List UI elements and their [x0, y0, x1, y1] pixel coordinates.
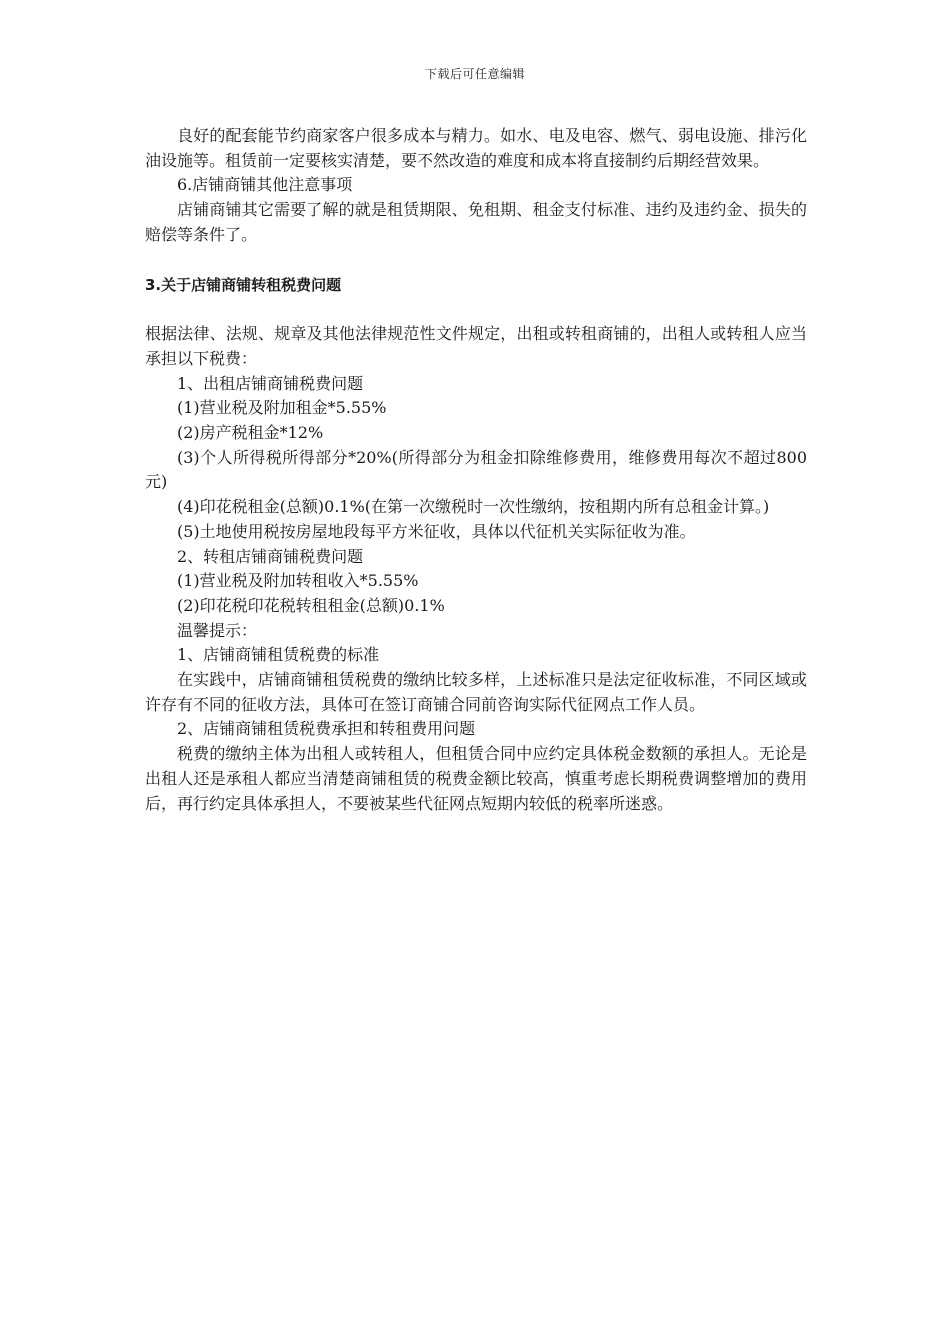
item-6-title: 6.店铺商铺其他注意事项: [177, 175, 353, 195]
document-body: [145, 124, 807, 816]
page-header: 下载后可任意编辑: [424, 67, 525, 81]
rent-tax-item: (1)营业税及附加租金*5.55%: [177, 398, 387, 418]
section-heading: 3.关于店铺商铺转租税费问题: [145, 275, 342, 294]
rent-tax-item: (4)印花税租金(总额)0.1%(在第一次缴税时一次性缴纳，按租期内所有总租金计算。): [177, 497, 770, 517]
rent-tax-item: (2)房产税租金*12%: [177, 423, 324, 443]
tip-2-title: 2、店铺商铺租赁税费承担和转租费用问题: [177, 719, 476, 739]
tips-title: 温馨提示：: [177, 620, 258, 640]
sublet-tax-title: 2、转租店铺商铺税费问题: [177, 546, 364, 566]
tip-1-body: 在实践中，店铺商铺租赁税费的缴纳比较多样，上述标准只是法定征收标准，不同区域或许存有不同的征收方法，具体可在签订商铺合同前咨询实际代征网点工作人员。: [145, 670, 807, 714]
rent-tax-item: (3)个人所得税所得部分*20%(所得部分为租金扣除维修费用，维修费用每次不超过800元): [145, 447, 807, 492]
sublet-tax-item: (1)营业税及附加转租收入*5.55%: [177, 571, 419, 591]
tip-2-body: 税费的缴纳主体为出租人或转租人，但租赁合同中应约定具体税金数额的承担人。无论是出租人还是承租人都应当清楚商铺租赁的税费金额比较高，慎重考虑长期税费调整增加的费用后，再行约定具体承担人，不要被某些代征网点短期内较低的税率所迷惑。: [145, 744, 807, 813]
paragraph-facilities: 良好的配套能节约商家客户很多成本与精力。如水、电及电容、燃气、弱电设施、排污化油设施等。租赁前一定要核实清楚，要不然改造的难度和成本将直接制约后期经营效果。: [145, 126, 807, 170]
tip-1-title: 1、店铺商铺租赁税费的标准: [177, 645, 380, 665]
rent-tax-title: 1、出租店铺商铺税费问题: [177, 373, 364, 393]
rent-tax-item: (5)土地使用税按房屋地段每平方米征收，具体以代征机关实际征收为准。: [177, 521, 696, 541]
paragraph-intro: 根据法律、法规、规章及其他法律规范性文件规定，出租或转租商铺的，出租人或转租人应当承担以下税费：: [145, 324, 807, 368]
sublet-tax-item: (2)印花税印花税转租租金(总额)0.1%: [177, 595, 445, 615]
paragraph-other-notes: 店铺商铺其它需要了解的就是租赁期限、免租期、租金支付标准、违约及违约金、损失的赔偿等条件了。: [145, 200, 807, 244]
